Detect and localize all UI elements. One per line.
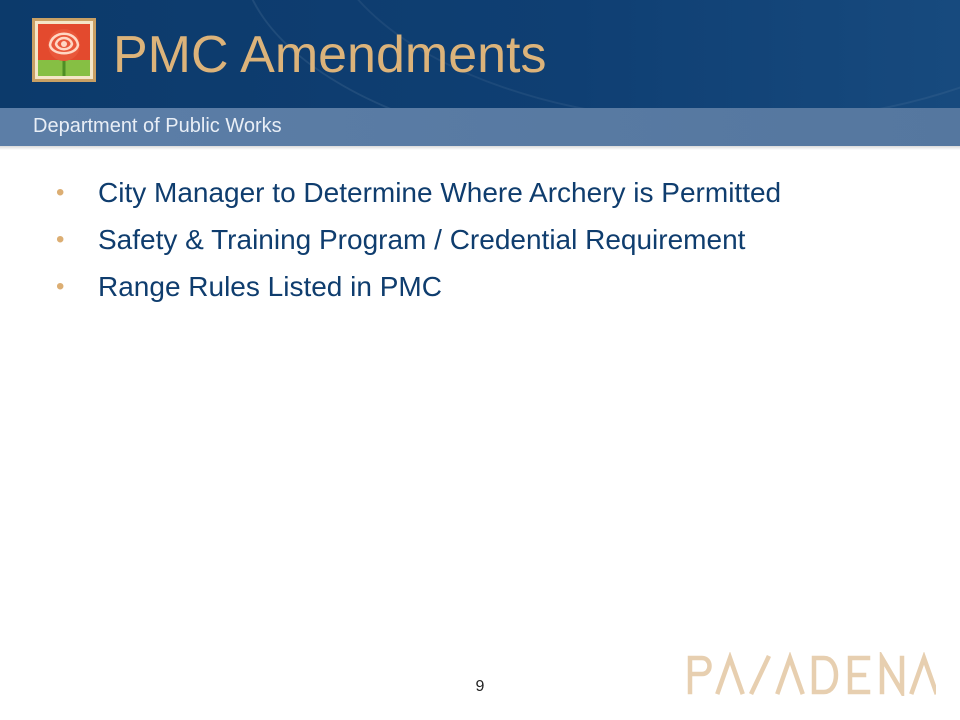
- bullet-marker: •: [56, 273, 65, 300]
- bullet-list: [52, 176, 872, 317]
- slide-title: PMC Amendments: [113, 26, 547, 84]
- department-label: Department of Public Works: [33, 115, 282, 137]
- department-bar-shadow: [0, 146, 960, 150]
- page-number: 9: [475, 678, 485, 695]
- bullet-text: Range Rules Listed in PMC: [98, 271, 442, 302]
- bullet-marker: •: [56, 226, 65, 253]
- bullet-item: [52, 223, 872, 257]
- bullet-item: [52, 176, 872, 210]
- bullet-text: City Manager to Determine Where Archery is Permitted: [98, 177, 782, 208]
- pasadena-wordmark-logo: [686, 652, 936, 696]
- bullet-item: [52, 270, 872, 304]
- bullet-marker: •: [56, 179, 65, 206]
- rose-logo-icon: [32, 18, 96, 82]
- bullet-text: Safety & Training Program / Credential Requirement: [98, 224, 746, 255]
